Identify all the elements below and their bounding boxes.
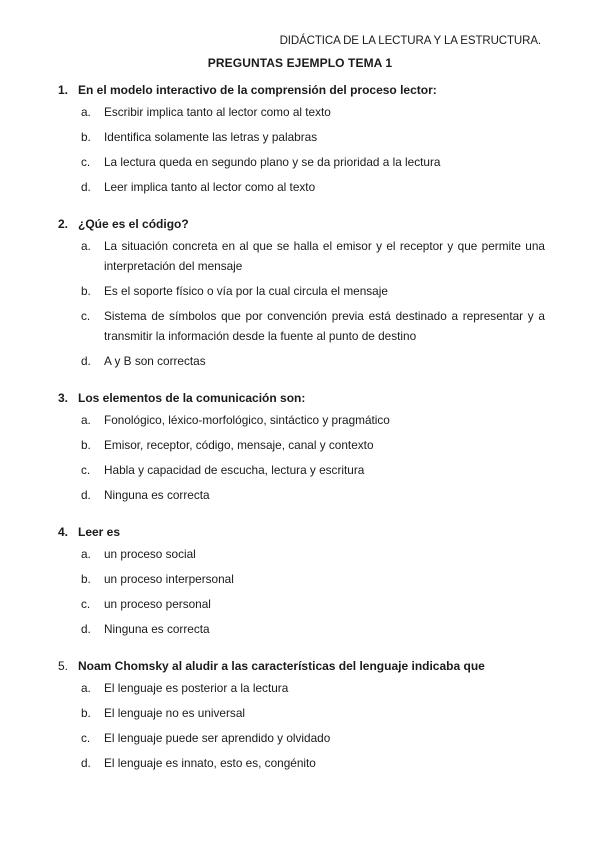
option-text: Habla y capacidad de escucha, lectura y escritura xyxy=(104,463,365,477)
option-item xyxy=(58,410,545,430)
option-item xyxy=(58,569,545,589)
option-text: un proceso personal xyxy=(104,597,211,611)
option-letter: a. xyxy=(81,105,91,119)
option-letter: b. xyxy=(81,572,91,586)
option-text: El lenguaje es posterior a la lectura xyxy=(104,681,289,695)
question-text: En el modelo interactivo de la comprensión del proceso lector: xyxy=(78,83,437,97)
option-letter: d. xyxy=(81,488,91,502)
option-item xyxy=(58,435,545,455)
option-item xyxy=(58,485,545,505)
option-letter: b. xyxy=(81,130,91,144)
page-header: DIDÁCTICA DE LA LECTURA Y LA ESTRUCTURA. xyxy=(279,35,541,47)
question-text: ¿Qúe es el código? xyxy=(78,217,189,231)
option-item xyxy=(58,102,545,122)
question-2 xyxy=(58,216,545,371)
option-letter: c. xyxy=(81,731,91,745)
option-list xyxy=(58,236,545,371)
option-text: Fonológico, léxico-morfológico, sintáctico y pragmático xyxy=(104,413,390,427)
option-text: Ninguna es correcta xyxy=(104,488,210,502)
option-letter: d. xyxy=(81,756,91,770)
option-item xyxy=(58,351,545,371)
option-text: La situación concreta en al que se halla el emisor y el receptor y que permite una interpretación del mensaje xyxy=(104,239,545,273)
question-text: Leer es xyxy=(78,525,121,539)
option-item xyxy=(58,152,545,172)
option-item xyxy=(58,306,545,346)
option-text: Sistema de símbolos que por convención previa está destinado a representar y a transmitir la información desde la fuente al punto de destino xyxy=(104,309,545,343)
option-item xyxy=(58,544,545,564)
option-item xyxy=(58,619,545,639)
option-letter: c. xyxy=(81,597,91,611)
option-item xyxy=(58,594,545,614)
option-letter: b. xyxy=(81,284,91,298)
question-number: 3. xyxy=(58,391,69,405)
page-title: PREGUNTAS EJEMPLO TEMA 1 xyxy=(207,56,393,70)
option-item xyxy=(58,753,545,773)
option-item xyxy=(58,460,545,480)
option-letter: b. xyxy=(81,438,91,452)
option-list xyxy=(58,544,545,639)
option-item xyxy=(58,703,545,723)
option-text: Leer implica tanto al lector como al texto xyxy=(104,180,316,194)
question-number: 2. xyxy=(58,217,69,231)
option-text: El lenguaje puede ser aprendido y olvidado xyxy=(104,731,331,745)
option-item xyxy=(58,281,545,301)
question-5 xyxy=(58,658,545,773)
option-letter: c. xyxy=(81,155,91,169)
option-text: El lenguaje no es universal xyxy=(104,706,245,720)
question-list xyxy=(58,82,545,792)
option-text: Escribir implica tanto al lector como al texto xyxy=(104,105,331,119)
option-list xyxy=(58,102,545,197)
question-4 xyxy=(58,524,545,639)
option-letter: d. xyxy=(81,622,91,636)
option-text: Ninguna es correcta xyxy=(104,622,210,636)
option-letter: a. xyxy=(81,413,91,427)
question-1 xyxy=(58,82,545,197)
option-list xyxy=(58,410,545,505)
option-letter: d. xyxy=(81,180,91,194)
option-letter: a. xyxy=(81,547,91,561)
option-text: un proceso interpersonal xyxy=(104,572,234,586)
option-text: un proceso social xyxy=(104,547,196,561)
option-text: Es el soporte físico o vía por la cual circula el mensaje xyxy=(104,284,388,298)
option-letter: a. xyxy=(81,681,91,695)
question-number: 1. xyxy=(58,83,69,97)
question-number: 5. xyxy=(58,659,69,673)
option-letter: a. xyxy=(81,239,91,253)
option-letter: b. xyxy=(81,706,91,720)
option-item xyxy=(58,236,545,276)
question-3 xyxy=(58,390,545,505)
option-letter: d. xyxy=(81,354,91,368)
option-item xyxy=(58,728,545,748)
option-text: A y B son correctas xyxy=(104,354,206,368)
option-text: El lenguaje es innato, esto es, congénito xyxy=(104,756,316,770)
option-letter: c. xyxy=(81,463,91,477)
question-text: Los elementos de la comunicación son: xyxy=(78,391,306,405)
option-item xyxy=(58,177,545,197)
option-text: Emisor, receptor, código, mensaje, canal y contexto xyxy=(104,438,374,452)
option-item xyxy=(58,678,545,698)
option-text: Identifica solamente las letras y palabras xyxy=(104,130,318,144)
option-letter: c. xyxy=(81,309,91,323)
question-text: Noam Chomsky al aludir a las características del lenguaje indicaba que xyxy=(78,659,485,673)
option-list xyxy=(58,678,545,773)
option-item xyxy=(58,127,545,147)
question-number: 4. xyxy=(58,525,69,539)
option-text: La lectura queda en segundo plano y se da prioridad a la lectura xyxy=(104,155,441,169)
